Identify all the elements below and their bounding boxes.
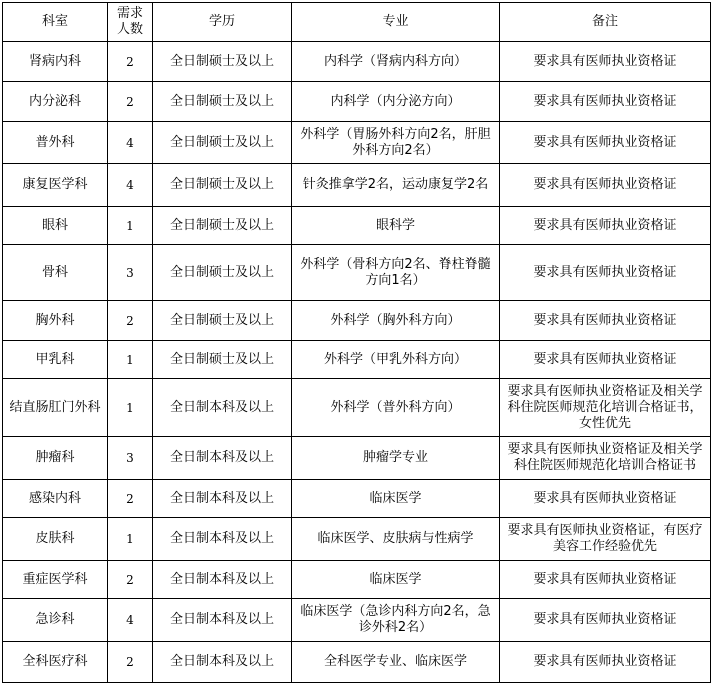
major-cell: 内科学（肾病内科方向） <box>292 42 500 82</box>
table-row <box>3 245 711 301</box>
table-row <box>3 599 711 642</box>
count-cell: 1 <box>108 341 153 379</box>
dept-cell: 内分泌科 <box>3 82 108 122</box>
note-cell: 要求具有医师执业资格证 <box>500 480 711 518</box>
edu-cell: 全日制本科及以上 <box>153 561 292 599</box>
edu-cell: 全日制本科及以上 <box>153 480 292 518</box>
count-cell: 2 <box>108 42 153 82</box>
dept-cell: 肾病内科 <box>3 42 108 82</box>
dept-cell: 全科医疗科 <box>3 642 108 683</box>
table-row <box>3 164 711 207</box>
note-cell: 要求具有医师执业资格证 <box>500 599 711 642</box>
major-cell: 外科学（普外科方向） <box>292 379 500 437</box>
count-cell: 4 <box>108 164 153 207</box>
note-cell: 要求具有医师执业资格证 <box>500 561 711 599</box>
major-cell: 外科学（骨科方向2名、脊柱脊髓方向1名） <box>292 245 500 301</box>
count-cell: 4 <box>108 599 153 642</box>
major-cell: 全科医学专业、临床医学 <box>292 642 500 683</box>
count-cell: 1 <box>108 207 153 245</box>
table-row <box>3 642 711 683</box>
count-cell: 2 <box>108 301 153 341</box>
edu-cell: 全日制硕士及以上 <box>153 122 292 164</box>
note-cell: 要求具有医师执业资格证 <box>500 245 711 301</box>
header-edu: 学历 <box>153 3 292 42</box>
count-cell: 3 <box>108 437 153 480</box>
dept-cell: 普外科 <box>3 122 108 164</box>
dept-cell: 感染内科 <box>3 480 108 518</box>
edu-cell: 全日制本科及以上 <box>153 642 292 683</box>
count-cell: 3 <box>108 245 153 301</box>
count-cell: 1 <box>108 379 153 437</box>
major-cell: 外科学（胃肠外科方向2名，肝胆外科方向2名） <box>292 122 500 164</box>
dept-cell: 骨科 <box>3 245 108 301</box>
edu-cell: 全日制硕士及以上 <box>153 207 292 245</box>
count-cell: 4 <box>108 122 153 164</box>
table-row <box>3 207 711 245</box>
major-cell: 临床医学（急诊内科方向2名，急诊外科2名） <box>292 599 500 642</box>
count-cell: 1 <box>108 518 153 561</box>
header-major: 专业 <box>292 3 500 42</box>
dept-cell: 皮肤科 <box>3 518 108 561</box>
recruitment-table <box>2 2 711 683</box>
note-cell: 要求具有医师执业资格证 <box>500 122 711 164</box>
edu-cell: 全日制本科及以上 <box>153 599 292 642</box>
table-row <box>3 42 711 82</box>
edu-cell: 全日制硕士及以上 <box>153 82 292 122</box>
major-cell: 针灸推拿学2名，运动康复学2名 <box>292 164 500 207</box>
header-count: 需求人数 <box>108 3 153 42</box>
note-cell: 要求具有医师执业资格证，有医疗美容工作经验优先 <box>500 518 711 561</box>
edu-cell: 全日制本科及以上 <box>153 379 292 437</box>
table-row <box>3 301 711 341</box>
note-cell: 要求具有医师执业资格证 <box>500 341 711 379</box>
dept-cell: 肿瘤科 <box>3 437 108 480</box>
count-cell: 2 <box>108 642 153 683</box>
edu-cell: 全日制硕士及以上 <box>153 245 292 301</box>
dept-cell: 甲乳科 <box>3 341 108 379</box>
note-cell: 要求具有医师执业资格证 <box>500 164 711 207</box>
table-row <box>3 561 711 599</box>
table-row <box>3 379 711 437</box>
edu-cell: 全日制硕士及以上 <box>153 301 292 341</box>
dept-cell: 重症医学科 <box>3 561 108 599</box>
major-cell: 肿瘤学专业 <box>292 437 500 480</box>
major-cell: 临床医学 <box>292 480 500 518</box>
note-cell: 要求具有医师执业资格证 <box>500 301 711 341</box>
count-cell: 2 <box>108 561 153 599</box>
major-cell: 内科学（内分泌方向） <box>292 82 500 122</box>
count-cell: 2 <box>108 480 153 518</box>
note-cell: 要求具有医师执业资格证 <box>500 642 711 683</box>
table-row <box>3 122 711 164</box>
major-cell: 眼科学 <box>292 207 500 245</box>
header-dept: 科室 <box>3 3 108 42</box>
table-row <box>3 480 711 518</box>
major-cell: 外科学（胸外科方向） <box>292 301 500 341</box>
dept-cell: 结直肠肛门外科 <box>3 379 108 437</box>
header-note: 备注 <box>500 3 711 42</box>
dept-cell: 胸外科 <box>3 301 108 341</box>
note-cell: 要求具有医师执业资格证 <box>500 207 711 245</box>
dept-cell: 眼科 <box>3 207 108 245</box>
table-row <box>3 437 711 480</box>
edu-cell: 全日制硕士及以上 <box>153 164 292 207</box>
edu-cell: 全日制本科及以上 <box>153 518 292 561</box>
dept-cell: 急诊科 <box>3 599 108 642</box>
edu-cell: 全日制硕士及以上 <box>153 42 292 82</box>
dept-cell: 康复医学科 <box>3 164 108 207</box>
note-cell: 要求具有医师执业资格证及相关学科住院医师规范化培训合格证书 <box>500 437 711 480</box>
header-row <box>3 3 711 42</box>
note-cell: 要求具有医师执业资格证及相关学科住院医师规范化培训合格证书，女性优先 <box>500 379 711 437</box>
table-row <box>3 82 711 122</box>
major-cell: 临床医学 <box>292 561 500 599</box>
edu-cell: 全日制硕士及以上 <box>153 341 292 379</box>
table-row <box>3 341 711 379</box>
table-row <box>3 518 711 561</box>
note-cell: 要求具有医师执业资格证 <box>500 82 711 122</box>
major-cell: 临床医学、皮肤病与性病学 <box>292 518 500 561</box>
note-cell: 要求具有医师执业资格证 <box>500 42 711 82</box>
count-cell: 2 <box>108 82 153 122</box>
major-cell: 外科学（甲乳外科方向） <box>292 341 500 379</box>
edu-cell: 全日制本科及以上 <box>153 437 292 480</box>
